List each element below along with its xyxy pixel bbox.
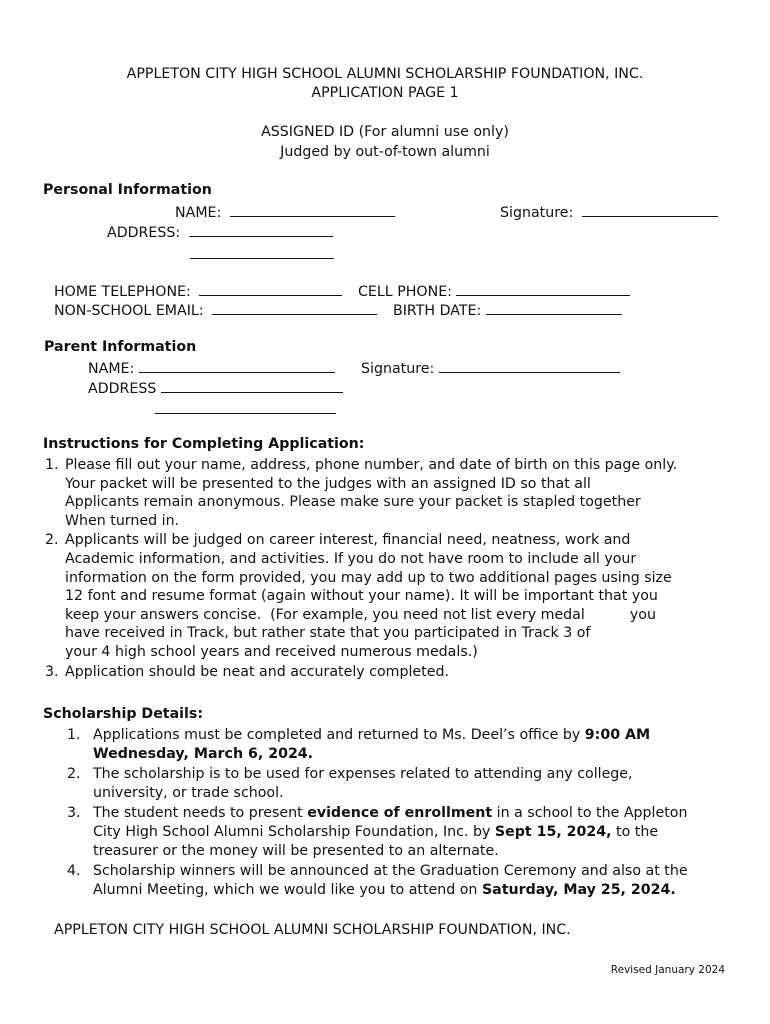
email-label: NON-SCHOOL EMAIL: bbox=[54, 303, 204, 319]
student-address-blank[interactable] bbox=[189, 222, 333, 237]
parent-info-heading: Parent Information bbox=[44, 339, 197, 355]
assigned-id-label: ASSIGNED ID (For alumni use only) bbox=[261, 124, 509, 140]
student-signature-field[interactable] bbox=[500, 202, 718, 223]
cell-phone-field[interactable] bbox=[358, 281, 630, 302]
parent-address-blank[interactable] bbox=[161, 378, 343, 393]
cell-phone-label: CELL PHONE: bbox=[358, 284, 452, 300]
email-field[interactable] bbox=[54, 300, 377, 321]
scholarship-item: 1. Applications must be completed and returned to Ms. Deel’s office by 9:00 AM Wednesday, March 6, 2024. bbox=[67, 727, 651, 762]
scholarship-item: 2. The scholarship is to be used for expenses related to attending any college, university, or trade school. bbox=[67, 766, 633, 801]
parent-signature-blank[interactable] bbox=[439, 358, 620, 373]
judged-by-note: Judged by out-of-town alumni bbox=[280, 144, 490, 160]
instruction-item: 2. Applicants will be judged on career interest, financial need, neatness, work and Academic information, and activities. If you do not have room to include all your information on the form provided, you may add up to two additional pages using size 12 font and resume format (again without your name). It will be important that you keep your answers concise. (For example, you need not list every medal you have received in Track, but rather state that you participated in Track 3 of your 4 high school years and received numerous medals.) bbox=[45, 532, 672, 660]
document-title: APPLETON CITY HIGH SCHOOL ALUMNI SCHOLARSHIP FOUNDATION, INC. bbox=[126, 66, 644, 82]
scholarship-heading: Scholarship Details: bbox=[43, 706, 204, 722]
student-name-label: NAME: bbox=[175, 205, 222, 221]
parent-signature-label: Signature: bbox=[361, 361, 435, 377]
birth-date-blank[interactable] bbox=[486, 300, 622, 315]
scholarship-item: 3. The student needs to present evidence of enrollment in a school to the Appleton City High School Alumni Scholarship Foundation, Inc. by Sept 15, 2024, to the treasurer or the money will be presented to an alternate. bbox=[67, 805, 688, 859]
parent-signature-field[interactable] bbox=[361, 358, 620, 379]
parent-address-line2[interactable] bbox=[155, 413, 336, 414]
document-subtitle: APPLICATION PAGE 1 bbox=[311, 85, 459, 101]
student-signature-label: Signature: bbox=[500, 205, 574, 221]
student-name-field[interactable] bbox=[175, 202, 395, 223]
student-address-label: ADDRESS: bbox=[107, 225, 181, 241]
parent-address-field[interactable] bbox=[88, 378, 343, 399]
parent-name-field[interactable] bbox=[88, 358, 335, 379]
personal-info-heading: Personal Information bbox=[43, 182, 212, 198]
instructions-list bbox=[45, 456, 677, 681]
instruction-item: 3. Application should be neat and accurately completed. bbox=[45, 663, 449, 680]
instruction-item: 1. Please fill out your name, address, phone number, and date of birth on this page only. Your packet will be presented to the judges with an assigned ID so that all Applicants remain anonymous. Please make sure your packet is stapled together When turned in. bbox=[45, 457, 678, 529]
instructions-heading: Instructions for Completing Application: bbox=[43, 436, 365, 452]
scholarship-item: 4. Scholarship winners will be announced at the Graduation Ceremony and also at the Alumni Meeting, which we would like you to attend on Saturday, May 25, 2024. bbox=[67, 863, 688, 898]
student-address-line2[interactable] bbox=[190, 258, 334, 259]
revision-date: Revised January 2024 bbox=[610, 964, 725, 976]
footer-organization: APPLETON CITY HIGH SCHOOL ALUMNI SCHOLARSHIP FOUNDATION, INC. bbox=[54, 922, 571, 938]
cell-phone-blank[interactable] bbox=[456, 281, 630, 296]
student-signature-blank[interactable] bbox=[582, 202, 718, 217]
parent-name-label: NAME: bbox=[88, 361, 135, 377]
student-address-field[interactable] bbox=[107, 222, 333, 243]
home-telephone-field[interactable] bbox=[54, 281, 342, 302]
email-blank[interactable] bbox=[212, 300, 377, 315]
scholarship-list bbox=[67, 726, 688, 899]
parent-name-blank[interactable] bbox=[139, 358, 335, 373]
home-telephone-label: HOME TELEPHONE: bbox=[54, 284, 191, 300]
parent-address-label: ADDRESS bbox=[88, 381, 157, 397]
home-telephone-blank[interactable] bbox=[199, 281, 342, 296]
birth-date-label: BIRTH DATE: bbox=[393, 303, 482, 319]
student-name-blank[interactable] bbox=[230, 202, 395, 217]
birth-date-field[interactable] bbox=[393, 300, 622, 321]
